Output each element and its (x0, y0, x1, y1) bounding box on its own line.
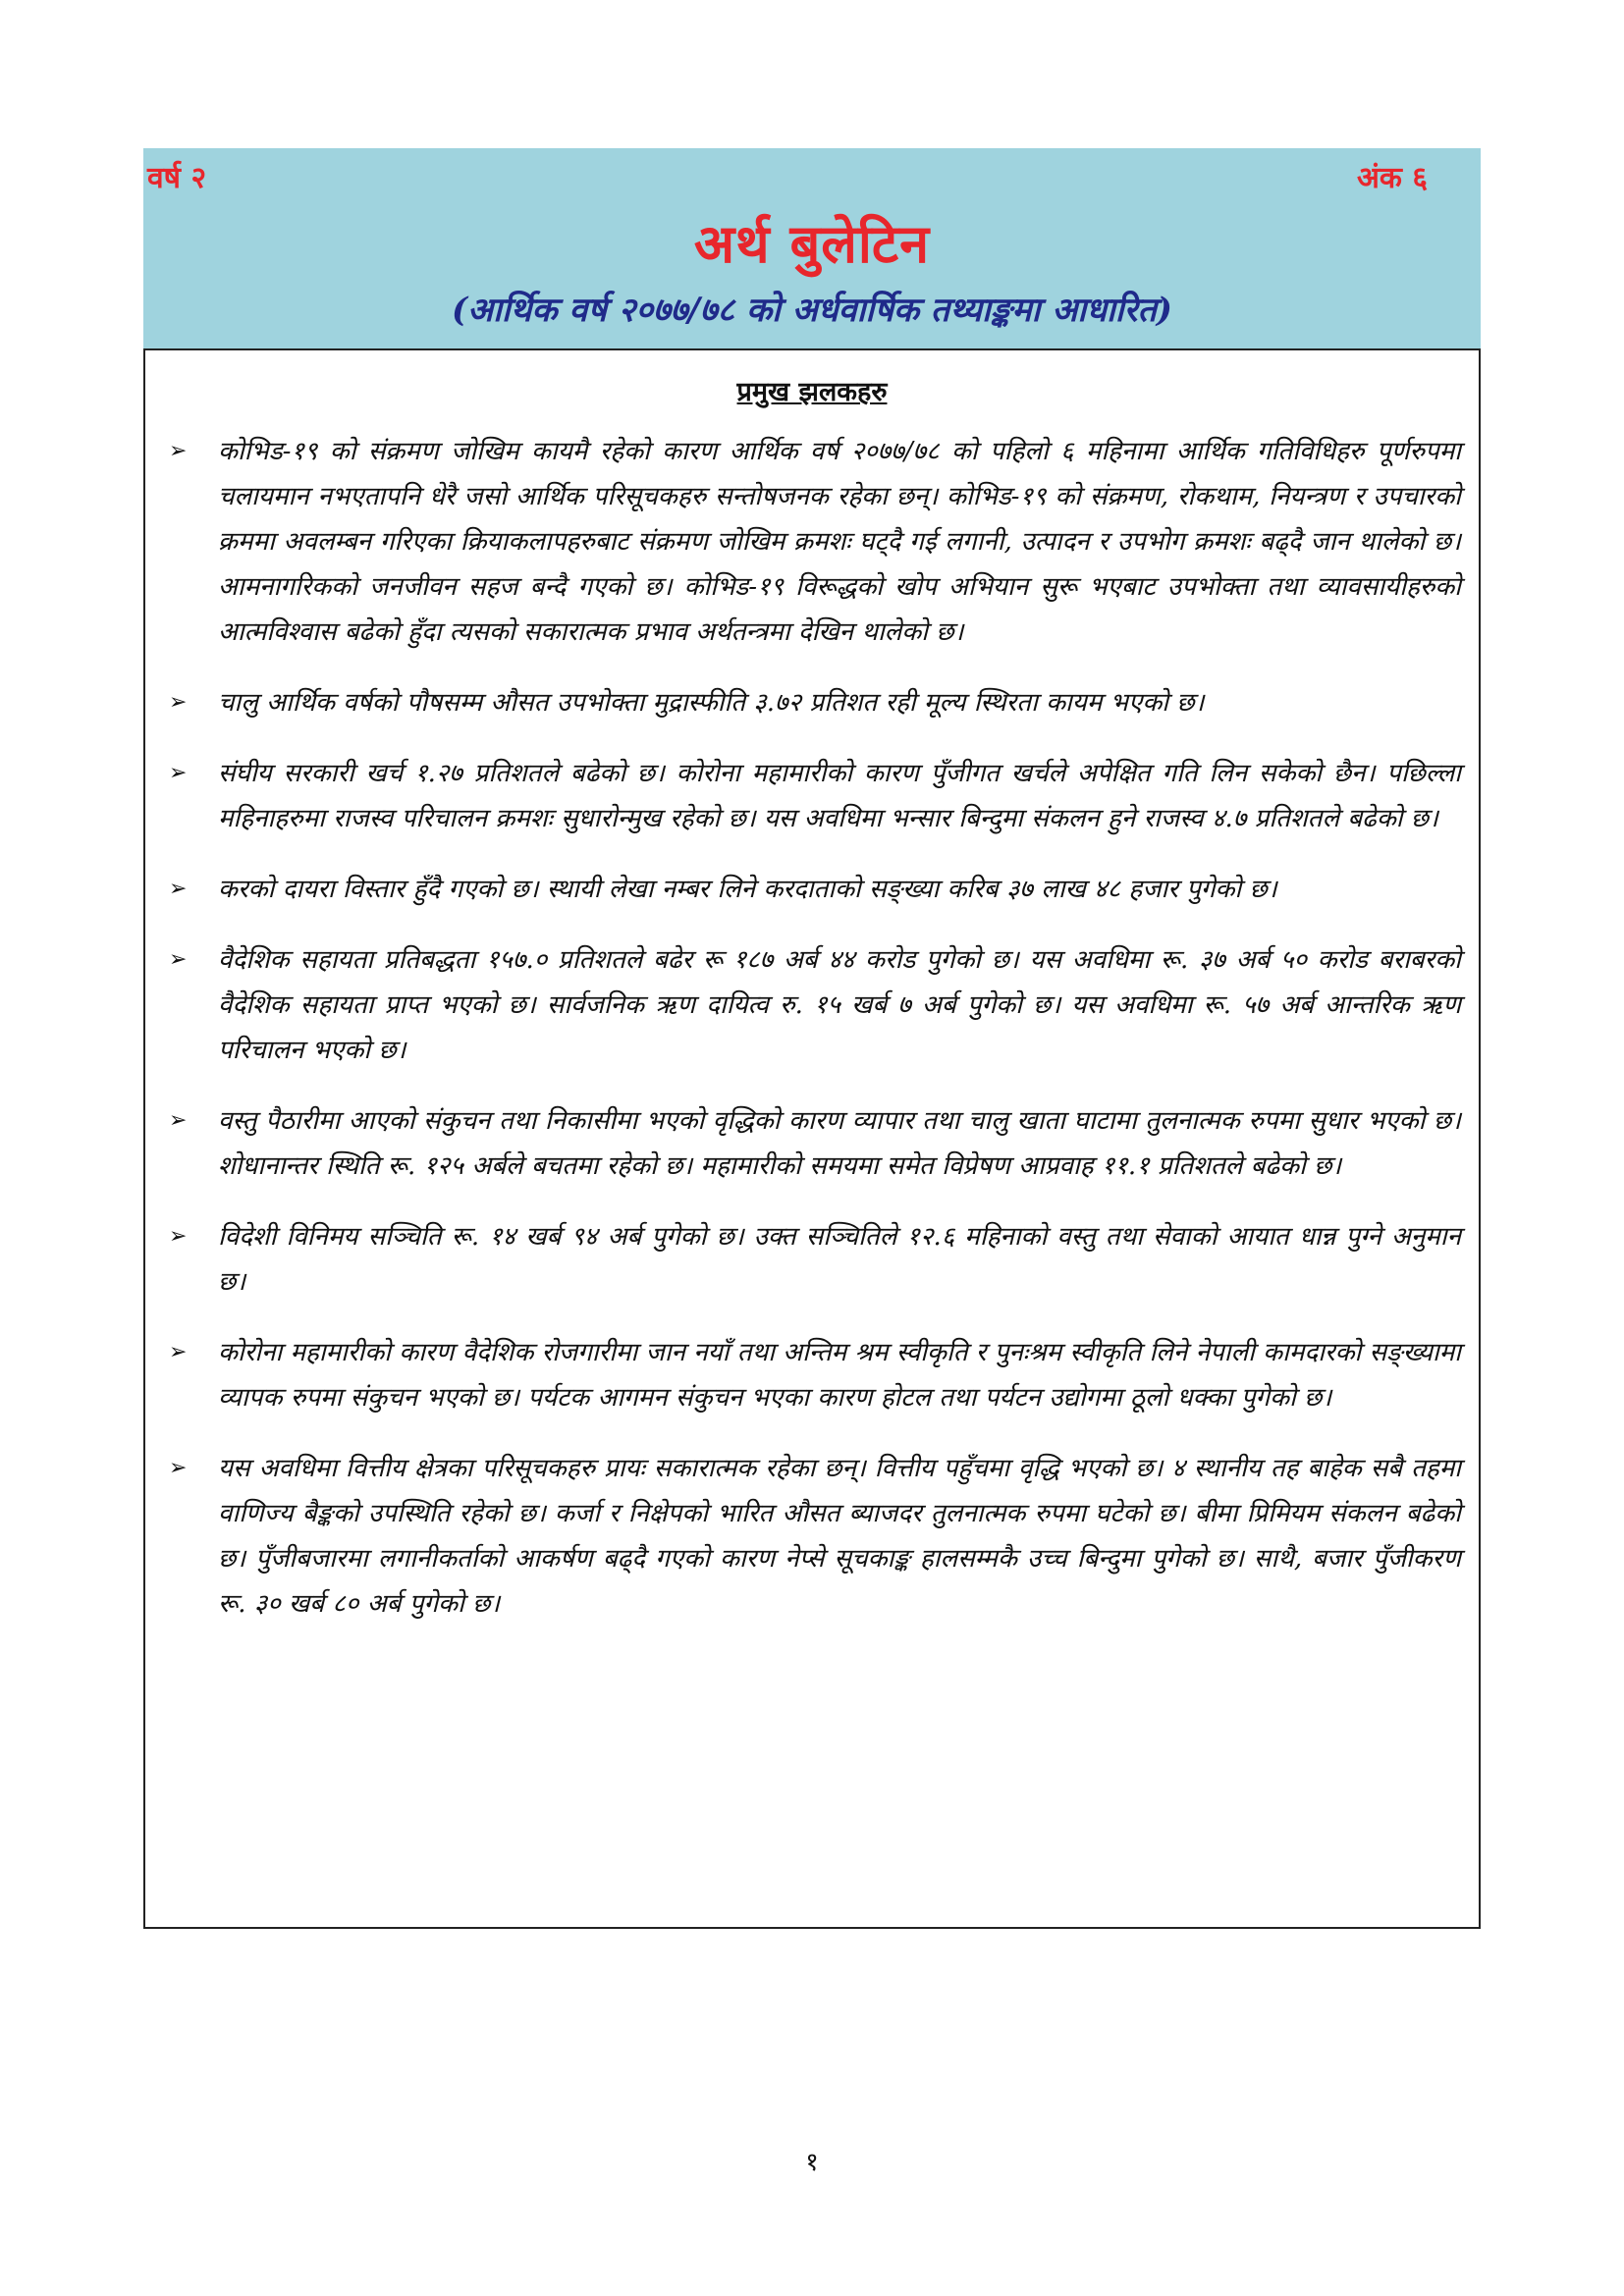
arrow-bullet-icon: ➢ (169, 877, 188, 901)
highlight-item (145, 751, 1479, 841)
highlight-text: वैदेशिक सहायता प्रतिबद्धता १५७.० प्रतिशतले बढेर रू १८७ अर्ब ४४ करोड पुगेको छ। यस अवधिमा रू. ३७ अर्ब ५० करोड बराबरको वैदेशिक सहायता प्राप्त भएको छ। सार्वजनिक ऋण दायित्व रु. १५ खर्ब ७ अर्ब पुगेको छ। यस अवधिमा रू. ५७ अर्ब आन्तरिक ऋण परिचालन भएको छ। (218, 945, 1461, 1065)
highlight-item (145, 1330, 1479, 1420)
highlights-list (145, 429, 1479, 1652)
highlight-item (145, 1098, 1479, 1189)
arrow-bullet-icon: ➢ (169, 947, 188, 972)
arrow-bullet-icon: ➢ (169, 1108, 188, 1133)
bulletin-title: अर्थ बुलेटिन (693, 213, 931, 275)
highlight-item (145, 429, 1479, 655)
highlights-box (143, 348, 1481, 1929)
highlight-item (145, 937, 1479, 1073)
page-number: १ (805, 2148, 819, 2177)
highlight-item (145, 867, 1479, 912)
bulletin-header (143, 148, 1481, 348)
arrow-bullet-icon: ➢ (169, 1456, 188, 1480)
highlights-heading: प्रमुख झलकहरु (736, 377, 888, 407)
volume-label: वर्ष २ (147, 161, 207, 195)
arrow-bullet-icon: ➢ (169, 761, 188, 785)
issue-label: अंक ६ (1356, 161, 1428, 195)
arrow-bullet-icon: ➢ (169, 439, 188, 463)
highlight-text: कोरोना महामारीको कारण वैदेशिक रोजगारीमा जान नयाँ तथा अन्तिम श्रम स्वीकृति र पुनःश्रम स्वीकृति लिने नेपाली कामदारको सङ्ख्यामा व्यापक रुपमा संकुचन भएको छ। पर्यटक आगमन संकुचन भएका कारण होटल तथा पर्यटन उद्योगमा ठूलो धक्का पुगेको छ। (218, 1338, 1461, 1413)
highlight-text: यस अवधिमा वित्तीय क्षेत्रका परिसूचकहरु प्रायः सकारात्मक रहेका छन्। वित्तीय पहुँचमा वृद्धि भएको छ। ४ स्थानीय तह बाहेक सबै तहमा वाणिज्य बैङ्कको उपस्थिति रहेको छ। कर्जा र निक्षेपको भारित औसत ब्याजदर तुलनात्मक रुपमा घटेको छ। बीमा प्रिमियम संकलन बढेको छ। पुँजीबजारमा लगानीकर्ताको आकर्षण बढ्दै गएको कारण नेप्से सूचकाङ्क हालसम्मकै उच्च बिन्दुमा पुगेको छ। साथै, बजार पुँजीकरण रू. ३० खर्ब ८० अर्ब पुगेको छ। (218, 1454, 1461, 1619)
highlight-text: चालु आर्थिक वर्षको पौषसम्म औसत उपभोक्ता मुद्रास्फीति ३.७२ प्रतिशत रही मूल्य स्थिरता कायम भएको छ। (218, 688, 1205, 718)
highlight-text: संघीय सरकारी खर्च १.२७ प्रतिशतले बढेको छ। कोरोना महामारीको कारण पुँजीगत खर्चले अपेक्षित गति लिन सकेको छैन। पछिल्ला महिनाहरुमा राजस्व परिचालन क्रमशः सुधारोन्मुख रहेको छ। यस अवधिमा भन्सार बिन्दुमा संकलन हुने राजस्व ४.७ प्रतिशतले बढेको छ। (218, 759, 1461, 833)
arrow-bullet-icon: ➢ (169, 690, 188, 715)
arrow-bullet-icon: ➢ (169, 1224, 188, 1249)
highlight-text: विदेशी विनिमय सञ्चिति रू. १४ खर्ब ९४ अर्ब पुगेको छ। उक्त सञ्चितिले १२.६ महिनाको वस्तु तथा सेवाको आयात धान्न पुग्ने अनुमान छ। (218, 1222, 1461, 1297)
arrow-bullet-icon: ➢ (169, 1340, 188, 1364)
bulletin-subtitle: (आर्थिक वर्ष २०७७/७८ को अर्धवार्षिक तथ्याङ्कमा आधारित) (452, 291, 1172, 330)
highlight-text: वस्तु पैठारीमा आएको संकुचन तथा निकासीमा भएको वृद्धिको कारण व्यापार तथा चालु खाता घाटामा तुलनात्मक रुपमा सुधार भएको छ। शोधानान्तर स्थिति रू. १२५ अर्बले बचतमा रहेको छ। महामारीको समयमा समेत विप्रेषण आप्रवाह ११.१ प्रतिशतले बढेको छ। (218, 1106, 1461, 1181)
highlight-text: कोभिड-१९ को संक्रमण जोखिम कायमै रहेको कारण आर्थिक वर्ष २०७७/७८ को पहिलो ६ महिनामा आर्थिक गतिविधिहरु पूर्णरुपमा चलायमान नभएतापनि धेरै जसो आर्थिक परिसूचकहरु सन्तोषजनक रहेका छन्। कोभिड-१९ को संक्रमण, रोकथाम, नियन्त्रण र उपचारको क्रममा अवलम्बन गरिएका क्रियाकलापहरुबाट संक्रमण जोखिम क्रमशः घट्दै गई लगानी, उत्पादन र उपभोग क्रमशः बढ्दै जान थालेको छ। आमनागरिकको जनजीवन सहज बन्दै गएको छ। कोभिड-१९ विरूद्धको खोप अभियान सुरू भएबाट उपभोक्ता तथा व्यावसायीहरुको आत्मविश्वास बढेको हुँदा त्यसको सकारात्मक प्रभाव अर्थतन्त्रमा देखिन थालेको छ। (218, 437, 1461, 647)
highlight-item (145, 1214, 1479, 1305)
highlight-item (145, 680, 1479, 725)
highlight-text: करको दायरा विस्तार हुँदै गएको छ। स्थायी लेखा नम्बर लिने करदाताको सङ्ख्या करिब ३७ लाख ४८ हजार पुगेको छ। (218, 875, 1277, 904)
highlight-item (145, 1446, 1479, 1627)
